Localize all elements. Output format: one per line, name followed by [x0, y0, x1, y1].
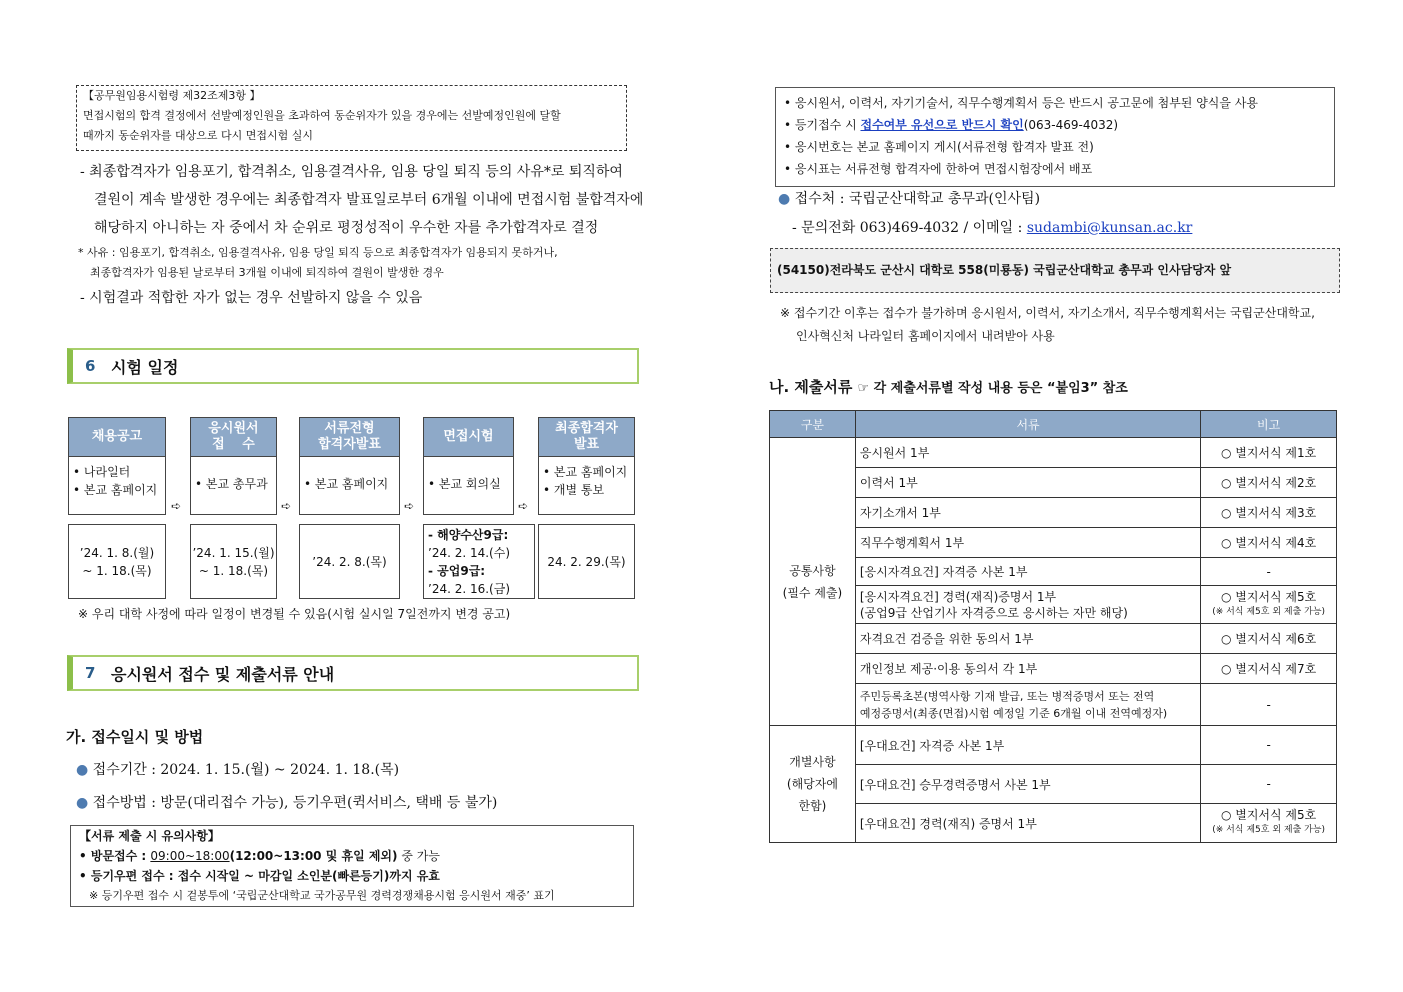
date-recruit-notice	[68, 524, 166, 599]
date-line: - 해양수산9급:	[428, 527, 509, 542]
date-line: ~ 1. 18.(목)	[82, 563, 152, 578]
subheading-ga: 가. 접수일시 및 방법	[66, 728, 204, 746]
doc-cell: 자기소개서 1부	[855, 498, 1200, 528]
group-label: 한함)	[798, 799, 827, 813]
doc-cell: 자격요건 검증을 위한 동의서 1부	[855, 624, 1200, 654]
note-cell: ○ 별지서식 제3호	[1201, 498, 1337, 528]
step-interview	[423, 417, 514, 515]
bullet-icon: ●	[76, 762, 89, 778]
step-body-line: • 본교 총무과	[195, 477, 268, 491]
group-common	[770, 438, 856, 726]
table-row	[770, 558, 1337, 586]
step-body-line: • 개별 통보	[543, 483, 605, 497]
group-label: 공통사항	[789, 563, 836, 578]
table-row	[770, 684, 1337, 726]
caution-line: ※ 등기우편 접수 시 겉봉투에 ‘국립군산대학교 국가공무원 경력경쟁채용시험 응시원서 재중’ 표기	[89, 889, 555, 902]
text-line: * 사유 : 임용포기, 합격취소, 임용결격사유, 임용 당일 퇴직 등으로 최종합격자가 임용되지 못하거나,	[78, 246, 558, 259]
doc-cell	[855, 684, 1200, 726]
step-recruit-notice	[68, 417, 166, 515]
caution-time: 09:00~18:00	[150, 849, 230, 863]
note-cell: ○ 별지서식 제7호	[1201, 654, 1337, 684]
group-label: 개별사항	[789, 755, 836, 769]
caution-line: • 등기우편 접수 : 접수 시작일 ~ 마감일 소인분(빠른등기)까지 유효	[79, 869, 440, 883]
documents-table	[769, 410, 1337, 843]
table-header-row	[770, 411, 1337, 438]
reception-place	[778, 188, 1040, 208]
date-line: ’24. 1. 15.(월)	[192, 545, 275, 560]
date-line: ’24. 2. 8.(목)	[312, 554, 387, 569]
contact-info	[792, 217, 1192, 237]
doc-cell	[855, 586, 1200, 624]
step-head: 최종합격자	[555, 421, 618, 436]
group-label: (해당자에	[786, 777, 838, 791]
law-box-line: 면접시험의 합격 결정에서 선발예정인원을 초과하여 동순위자가 있을 경우에는 선발예정인원에 달할	[83, 109, 561, 122]
note-cell: ○ 별지서식 제6호	[1201, 624, 1337, 654]
notice-text: • 등기접수 시	[784, 118, 861, 132]
table-header: 구분	[770, 411, 856, 438]
note-cell: ○ 별지서식 제2호	[1201, 468, 1337, 498]
table-row	[770, 528, 1337, 558]
caution-exception: (12:00~13:00 및 휴일 제외)	[229, 849, 398, 863]
place-text: 접수처 : 국립군산대학교 총무과(인사팀)	[794, 191, 1041, 207]
table-row	[770, 586, 1337, 624]
table-row	[770, 654, 1337, 684]
download-note	[780, 302, 1315, 348]
step-head: 합격자발표	[318, 437, 381, 452]
date-line: ’24. 2. 16.(금)	[428, 581, 511, 596]
method-text: 접수방법 : 방문(대리접수 가능), 등기우편(퀵서비스, 택배 등 불가)	[92, 795, 498, 811]
application-method	[76, 792, 497, 812]
date-line: ’24. 1. 8.(월)	[79, 545, 155, 560]
paragraph-additional-pass	[80, 158, 645, 242]
note-cell	[1201, 586, 1337, 624]
step-head: 서류전형	[324, 421, 375, 436]
step-body-line: • 나라일터	[73, 465, 131, 479]
bullet-icon: ●	[778, 191, 791, 207]
group-individual	[770, 726, 856, 843]
step-body-line: • 본교 홈페이지	[73, 483, 158, 497]
date-application	[190, 524, 277, 599]
section-header-application	[67, 655, 639, 691]
doc-line: (공업9급 산업기사 자격증으로 응시하는 자만 해당)	[859, 605, 1128, 620]
email-link[interactable]: sudambi@kunsan.ac.kr	[1026, 220, 1193, 236]
doc-cell: [우대요건] 경력(재직) 증명서 1부	[855, 804, 1200, 843]
note-cell: -	[1201, 726, 1337, 765]
note-line: ○ 별지서식 제5호	[1220, 589, 1317, 604]
doc-line: 주민등록초본(병역사항 기재 발급, 또는 병적증명서 또는 전역	[859, 689, 1155, 703]
note-line: (※ 서식 제5호 외 제출 가능)	[1212, 825, 1326, 835]
notice-line: • 응시표는 서류전형 합격자에 한하여 면접시험장에서 배포	[784, 162, 1093, 176]
top-notice-box	[775, 87, 1335, 187]
date-line: ~ 1. 18.(목)	[198, 563, 269, 578]
step-body-line: • 본교 홈페이지	[304, 477, 389, 491]
section-number: 7	[85, 664, 96, 682]
notice-phone: (063-469-4032)	[1023, 118, 1119, 132]
arrow-icon: ➪	[171, 499, 182, 513]
note-cell: ○ 별지서식 제4호	[1201, 528, 1337, 558]
step-body-line: • 본교 홈페이지	[543, 465, 628, 479]
note-cell: -	[1201, 684, 1337, 726]
note-line: ※ 접수기간 이후는 접수가 불가하며 응시원서, 이력서, 자기소개서, 직무수행계획서는 국립군산대학교,	[780, 306, 1315, 320]
subheading-na	[769, 376, 1128, 397]
notice-line	[784, 114, 1326, 136]
doc-line: [응시자격요건] 경력(재직)증명서 1부	[859, 589, 1057, 604]
doc-cell: [우대요건] 승무경력증명서 사본 1부	[855, 765, 1200, 804]
caution-box	[70, 825, 634, 907]
note-cell: -	[1201, 765, 1337, 804]
date-line: - 공업9급:	[428, 563, 486, 578]
section-header-schedule	[67, 348, 639, 384]
note-cell	[1201, 804, 1337, 843]
arrow-icon: ➪	[404, 499, 415, 513]
date-document-result	[299, 524, 400, 599]
note-line: ○ 별지서식 제5호	[1220, 808, 1317, 822]
bullet-icon: ●	[76, 795, 89, 811]
table-row	[770, 624, 1337, 654]
doc-cell: [우대요건] 자격증 사본 1부	[855, 726, 1200, 765]
table-row	[770, 498, 1337, 528]
table-row	[770, 804, 1337, 843]
caution-label: • 방문접수 :	[79, 849, 151, 863]
step-application	[190, 417, 277, 515]
step-head: 채용공고	[69, 418, 165, 457]
doc-cell: 이력서 1부	[855, 468, 1200, 498]
subheading-ref: ☞ 각 제출서류별 작성 내용 등은 “붙임3” 참조	[857, 381, 1128, 396]
step-head: 발표	[573, 437, 600, 452]
schedule-note: ※ 우리 대학 사정에 따라 일정이 변경될 수 있음(시험 실시일 7일전까지 변경 공고)	[78, 607, 511, 621]
text-line: 결원이 계속 발생한 경우에는 최종합격자 발표일로부터 6개월 이내에 면접시험 불합격자에	[94, 192, 644, 208]
date-final-result	[538, 524, 635, 599]
section-title: 시험 일정	[111, 357, 179, 377]
step-body-line: • 본교 회의실	[428, 477, 501, 491]
note-line: 인사혁신처 나라일터 홈페이지에서 내려받아 사용	[796, 329, 1055, 343]
doc-cell: 응시원서 1부	[855, 438, 1200, 468]
caution-tail: 중 가능	[397, 849, 440, 863]
date-line: 24. 2. 29.(목)	[547, 554, 626, 569]
text-line: 최종합격자가 임용된 날로부터 3개월 이내에 퇴직하여 결원이 발생한 경우	[90, 266, 444, 279]
table-row	[770, 438, 1337, 468]
notice-line: • 응시번호는 본교 홈페이지 게시(서류전형 합격자 발표 전)	[784, 140, 1094, 154]
law-box-line: 때까지 동순위자를 대상으로 다시 면접시험 실시	[83, 129, 314, 142]
notice-line: • 응시원서, 이력서, 자기기술서, 직무수행계획서 등은 반드시 공고문에 첨부된 양식을 사용	[784, 96, 1258, 110]
doc-cell: [응시자격요건] 자격증 사본 1부	[855, 558, 1200, 586]
table-row	[770, 468, 1337, 498]
text-line: - 최종합격자가 임용포기, 합격취소, 임용결격사유, 임용 당일 퇴직 등의 사유*로 퇴직하여	[80, 164, 623, 180]
note-line: (※ 서식 제5호 외 제출 가능)	[1212, 606, 1326, 617]
law-box-title: 【공무원임용시험령 제32조제3항 】	[83, 89, 261, 102]
table-row	[770, 765, 1337, 804]
step-head: 면접시험	[424, 418, 513, 457]
note-cell: ○ 별지서식 제1호	[1201, 438, 1337, 468]
date-interview	[423, 524, 535, 599]
law-box	[76, 85, 627, 151]
notice-emphasis: 접수여부 유선으로 반드시 확인	[860, 118, 1024, 132]
table-header: 서류	[855, 411, 1200, 438]
application-period	[76, 759, 399, 779]
step-head: 응시원서	[208, 421, 259, 436]
date-line: ’24. 2. 14.(수)	[428, 545, 511, 560]
arrow-icon: ➪	[281, 499, 292, 513]
paragraph-no-selection: - 시험결과 적합한 자가 없는 경우 선발하지 않을 수 있음	[80, 290, 423, 306]
group-label: (필수 제출)	[782, 585, 843, 600]
arrow-icon: ➪	[518, 499, 529, 513]
address-box: (54150)전라북도 군산시 대학로 558(미룡동) 국립군산대학교 총무과 인사담당자 앞	[770, 248, 1340, 293]
doc-cell: 직무수행계획서 1부	[855, 528, 1200, 558]
text-line: 해당하지 아니하는 자 중에서 차 순위로 평정성적이 우수한 자를 추가합격자로 결정	[94, 220, 599, 236]
doc-line: 예정증명서(최종(면접)시험 예정일 기준 6개월 이내 전역예정자)	[859, 706, 1168, 720]
period-text: 접수기간 : 2024. 1. 15.(월) ~ 2024. 1. 18.(목)	[92, 762, 400, 778]
footnote-reason	[78, 243, 643, 283]
doc-cell: 개인정보 제공·이용 동의서 각 1부	[855, 654, 1200, 684]
section-number: 6	[85, 357, 96, 375]
caution-title: 【서류 제출 시 유의사항】	[79, 829, 220, 843]
table-header: 비고	[1201, 411, 1337, 438]
subheading-text: 나. 제출서류	[769, 378, 853, 396]
contact-text: - 문의전화 063)469-4032 / 이메일 :	[792, 220, 1027, 236]
caution-line	[79, 846, 625, 866]
step-final-result	[538, 417, 635, 515]
section-title: 응시원서 접수 및 제출서류 안내	[111, 664, 335, 684]
table-row	[770, 726, 1337, 765]
step-document-result	[299, 417, 400, 515]
step-head: 접 수	[212, 437, 255, 452]
note-cell: -	[1201, 558, 1337, 586]
